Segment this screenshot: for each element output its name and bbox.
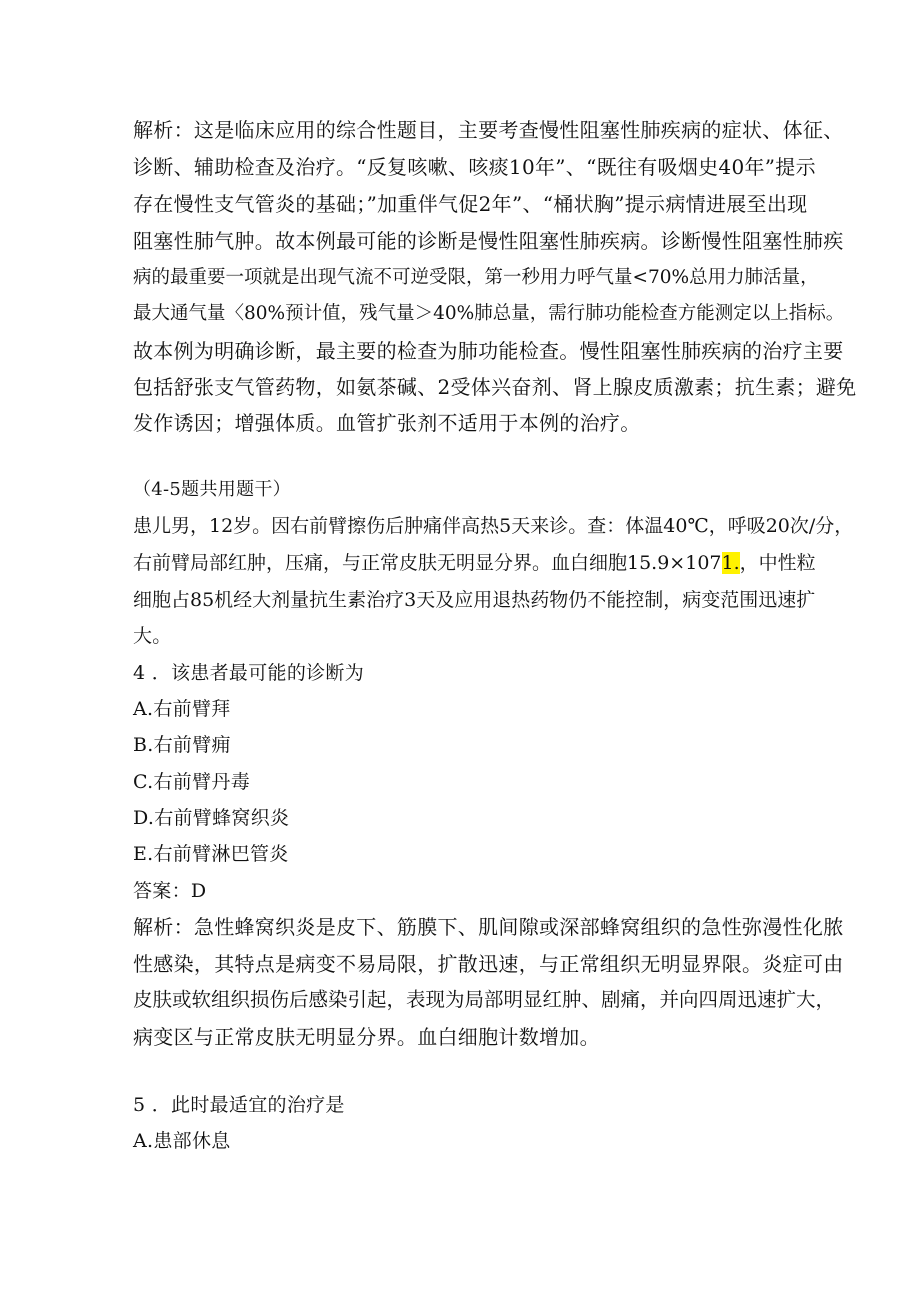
option-d: D.右前臂蜂窝织炎 — [133, 807, 290, 829]
analysis-line: 诊断、辅助检查及治疗。“反复咳嗽、咳痰10年”、“既往有吸烟史40年”提示 — [133, 155, 816, 179]
case-line: 大。 — [133, 625, 172, 647]
question-stem: 5 ．此时最适宜的治疗是 — [133, 1094, 345, 1116]
analysis-line: 病变区与正常皮肤无明显分界。血白细胞计数增加。 — [133, 1025, 600, 1049]
highlight-mark: 1. — [721, 552, 740, 574]
analysis-line: 病的最重要一项就是出现气流不可逆受限，第一秒用力呼气量<70%总用力肺活量， — [133, 267, 819, 288]
option-a: A.右前臂拜 — [133, 698, 231, 720]
analysis-line: 性感染，其特点是病变不易局限，扩散迅速，与正常组织无明显界限。炎症可由 — [133, 952, 844, 976]
analysis-line: 解析：这是临床应用的综合性题目，主要考查慢性阻塞性肺疾病的症状、体征、 — [133, 118, 844, 142]
analysis-line: 存在慢性支气管炎的基础；”加重伴气促2年”、“桶状胸”提示病情进展至出现 — [133, 192, 808, 216]
analysis-line: 皮肤或软组织损伤后感染引起，表现为局部明显红肿、剧痛，并向四周迅速扩大， — [133, 988, 836, 1011]
case-header: （4-5题共用题干） — [133, 479, 291, 500]
question-stem: 4 ．该患者最可能的诊断为 — [133, 662, 365, 684]
case-line: 细胞占85机经大剂量抗生素治疗3天及应用退热药物仍不能控制，病变范围迅速扩 — [133, 589, 816, 611]
analysis-line: 解析：急性蜂窝织炎是皮下、筋膜下、肌间隙或深部蜂窝组织的急性弥漫性化脓 — [133, 915, 844, 939]
answer: 答案：D — [133, 880, 207, 902]
option-c: C.右前臂丹毒 — [133, 771, 251, 793]
analysis-line: 包括舒张支气管药物，如氨茶碱、2受体兴奋剂、肾上腺皮质激素；抗生素；避免 — [133, 375, 857, 399]
option-b: B.右前臂痈 — [133, 734, 231, 756]
analysis-line: 最大通气量〈80%预计值，残气量＞40%肺总量，需行肺功能检查方能测定以上指标。 — [133, 303, 845, 324]
analysis-line: 阻塞性肺气肿。故本例最可能的诊断是慢性阻塞性肺疾病。诊断慢性阻塞性肺疾 — [133, 229, 844, 253]
option-e: E.右前臂淋巴管炎 — [133, 843, 289, 865]
case-text: 右前臂局部红肿，压痛，与正常皮肤无明显分界。血白细胞15.9×107 — [133, 552, 722, 574]
case-line — [133, 550, 816, 576]
case-line: 患儿男，12岁。因右前臂擦伤后肿痛伴高热5天来诊。查：体温40℃，呼吸20次/分， — [133, 515, 854, 537]
option-a: A.患部休息 — [133, 1130, 231, 1152]
case-text: ，中性粒 — [739, 552, 816, 574]
analysis-line: 发作诱因；增强体质。血管扩张剂不适用于本例的治疗。 — [133, 411, 641, 435]
analysis-line: 故本例为明确诊断，最主要的检查为肺功能检查。慢性阻塞性肺疾病的治疗主要 — [133, 339, 844, 363]
